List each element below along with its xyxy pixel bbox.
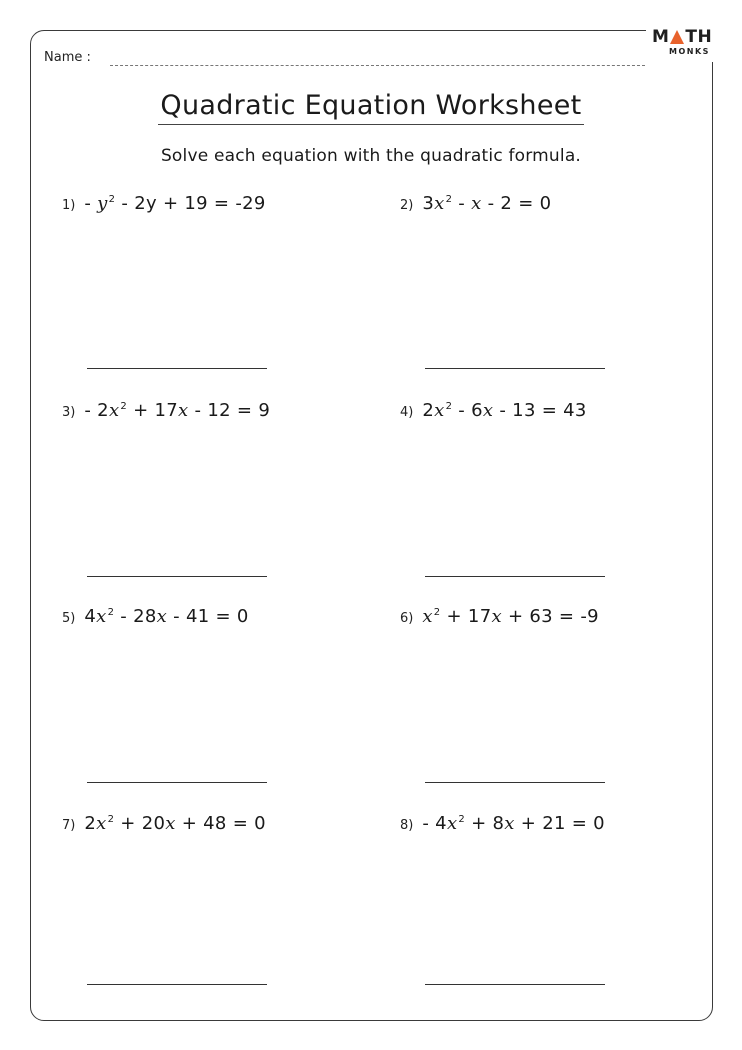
problem-1 xyxy=(62,193,266,214)
problem-equation: $2x^2 - 6x - 13 = 43$ xyxy=(422,400,587,421)
problem-number: 2) xyxy=(400,198,414,213)
answer-line-3[interactable] xyxy=(87,576,267,577)
problem-2 xyxy=(400,193,551,214)
logo-letter-m: M xyxy=(652,27,670,47)
problem-equation: - $y^2 - 2y + 19 = -29$ xyxy=(84,193,266,214)
problem-equation: $2x^2 + 20x + 48 = 0$ xyxy=(84,813,266,834)
name-input-line[interactable] xyxy=(110,65,645,66)
problem-equation: $3x^2 - x - 2 = 0$ xyxy=(422,193,552,214)
answer-line-2[interactable] xyxy=(425,368,605,369)
problem-number: 8) xyxy=(400,818,414,833)
answer-line-6[interactable] xyxy=(425,782,605,783)
problem-equation: $4x^2 - 28x - 41 = 0$ xyxy=(84,606,249,627)
page-title: Quadratic Equation Worksheet xyxy=(158,90,583,125)
problem-number: 1) xyxy=(62,198,76,213)
logo-subtitle: MONKS xyxy=(669,47,710,56)
answer-line-8[interactable] xyxy=(425,984,605,985)
logo-triangle-icon xyxy=(670,30,684,44)
worksheet-border xyxy=(30,30,713,1021)
answer-line-5[interactable] xyxy=(87,782,267,783)
problem-number: 7) xyxy=(62,818,76,833)
answer-line-4[interactable] xyxy=(425,576,605,577)
problem-3 xyxy=(62,400,270,421)
problem-7 xyxy=(62,813,266,834)
problem-6 xyxy=(400,606,599,627)
instructions: Solve each equation with the quadratic formula. xyxy=(160,146,582,166)
math-monks-logo xyxy=(652,27,718,57)
problem-number: 4) xyxy=(400,405,414,420)
problem-4 xyxy=(400,400,587,421)
problem-8 xyxy=(400,813,605,834)
problem-equation: - $4x^2 + 8x + 21 = 0$ xyxy=(422,813,605,834)
logo-letters-th: TH xyxy=(685,27,713,47)
logo-wordmark xyxy=(652,27,718,47)
problem-equation: - $2x^2 + 17x - 12 = 9$ xyxy=(84,400,271,421)
answer-line-1[interactable] xyxy=(87,368,267,369)
name-label: Name : xyxy=(44,50,91,65)
problem-number: 5) xyxy=(62,611,76,626)
problem-number: 6) xyxy=(400,611,414,626)
problem-number: 3) xyxy=(62,405,76,420)
problem-equation: $x^2 + 17x + 63 = -9$ xyxy=(422,606,599,627)
problem-5 xyxy=(62,606,249,627)
answer-line-7[interactable] xyxy=(87,984,267,985)
